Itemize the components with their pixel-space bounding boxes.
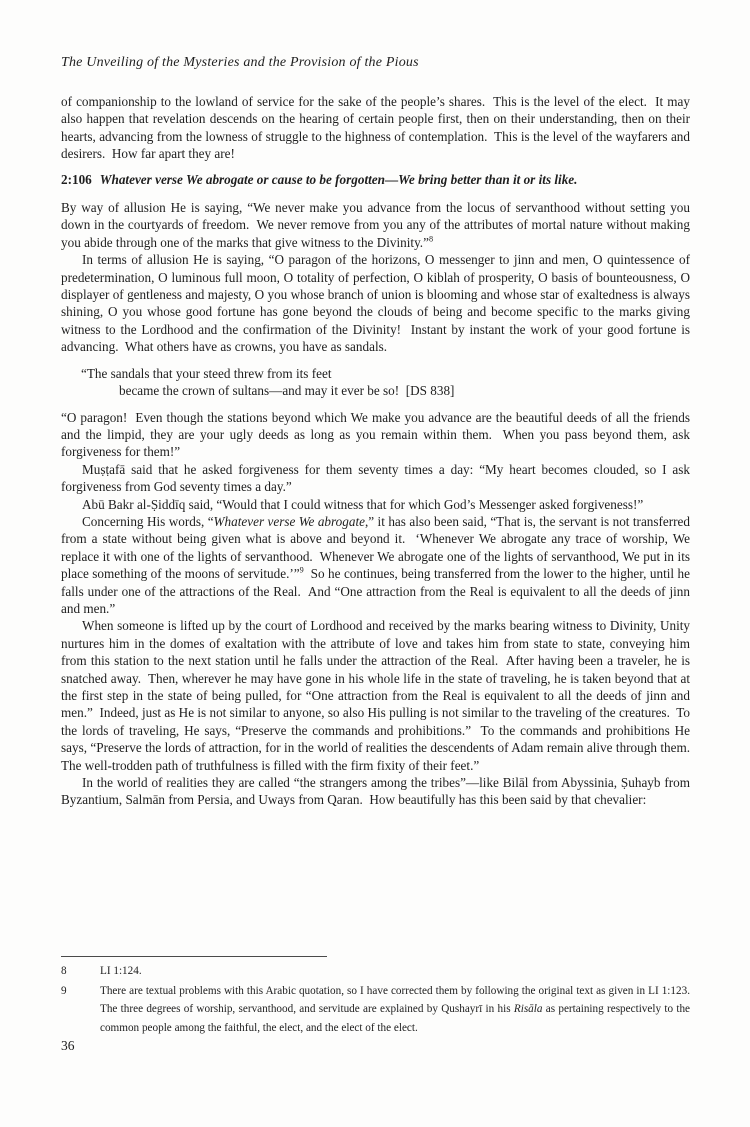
verse-text: Whatever verse We abrogate or cause to be forgotten—We bring better than it or its like. [99, 171, 578, 187]
running-head: The Unveiling of the Mysteries and the Provision of the Pious [61, 55, 419, 70]
body-paragraph: “O paragon! Even though the stations beyond which We make you advance are the beautiful deeds of all the friends and the limpid, they are your ugly deeds as long as you remain within them. When you pass beyond them, ask forgiveness for them!” [61, 409, 694, 460]
poem-line: became the crown of sultans—and may it ever be so! [DS 838] [119, 383, 455, 399]
body-paragraph: In the world of realities they are called “the strangers among the tribes”—like Bilāl from Abyssinia, Ṣuhayb from Byzantium, Salmān from Persia, and Uways from Qaran. How beautifully has this been said by that chevalier: [61, 775, 694, 808]
body-paragraph: Muṣṭafā said that he asked forgiveness for them seventy times a day: “My heart becomes clouded, so I ask forgiveness from God seventy times a day.” [61, 461, 694, 495]
body-paragraph: When someone is lifted up by the court of Lordhood and received by the marks bearing witness to Divinity, Unity nurtures him in the domes of exaltation with the attribute of love and takes him from state to state, conveying him from this station to the next station until he falls under the attraction of the Real. After having been a traveler, he is snatched away. Then, wherever he may have gone in his whole life in the state of traveling, he is taken beyond that at the first step in the state of being pulled, for “One attraction from the Real is equivalent to all the deeds of jinn and men.” Indeed, just as He is not similar to anyone, so also His pulling is not similar to the traveling of the creatures. To the lords of traveling, He says, “Preserve the commands and prohibitions.” To the commands and prohibitions He says, “Preserve the lords of attraction, for in the world of realities the descendents of Adam remain alive through them. The well-trodden path of truthfulness is filled with the firm fixity of their feet.” [61, 618, 697, 773]
body-paragraph: Abū Bakr al-Ṣiddīq said, “Would that I could witness that for which God’s Messenger asked forgiveness!” [82, 496, 644, 512]
page-number: 36 [61, 1038, 75, 1053]
footnote [61, 962, 690, 980]
body-paragraph: of companionship to the lowland of service for the sake of the people’s shares. This is the level of the elect. It may also happen that revelation descends on the hearing of certain people first, then on their understanding, then on their hearts, advancing from the lowness of struggle to the highness of contemplation. This is the level of the wayfarers and desirers. How far apart they are! [61, 94, 694, 162]
verse-heading [61, 171, 690, 188]
verse-reference: 2:106 [61, 171, 92, 187]
body-paragraph: In terms of allusion He is saying, “O paragon of the horizons, O messenger to jinn and men, O quintessence of predetermination, O luminous full moon, O totality of perfection, O kiblah of prosperity, O basis of bounteousness, O displayer of gentleness and majesty, O you whose branch of union is blooming and whose star of exaltedness is always shining, O you whose good fortune has gone beyond the clouds of being and become specific to the marks giving witness to the Lordhood and the confirmation of the Divinity! Instant by instant the work of your good fortune is advancing. What others have as crowns, you have as sandals. [61, 252, 694, 355]
footnote-number: 9 [61, 985, 67, 998]
poetry-quote [81, 365, 690, 400]
footnote-text: LI 1:124. [100, 965, 142, 977]
footnote [61, 982, 696, 1037]
poem-line: “The sandals that your steed threw from its feet [81, 365, 332, 381]
body-paragraph: Concerning His words, “Whatever verse We abrogate,” it has also been said, “That is, the servant is not transferred from a state without being given what is above and beyond it. ‘Whenever We abrogate any trace of worship, We replace it with one of the lights of servanthood. Whenever We abrogate one of the lights of servanthood, We put in its place something of the moons of servitude.’”$^9$ So he continues, being transferred from the lower to the higher, until he falls under one of the attractions of the Real. And “One attraction from the Real is equivalent to all the deeds of jinn and men.” [61, 513, 694, 616]
body-paragraph: By way of allusion He is saying, “We never make you advance from the locus of servanthood without setting you down in the courtyards of freedom. We never remove from you any of the attributes of mortal nature without making you abide through one of the marks that give witness to the Divinity.”$^8$ [61, 200, 694, 250]
footnote-number: 8 [61, 965, 67, 977]
footnote-text: There are textual problems with this Arabic quotation, so I have corrected them by following the original text as given in LI 1:123. The three degrees of worship, servanthood, and servitude are explained by Qushayrī in his Risāla as pertaining respectively to the common people among the faithful, the elect, and the elect of the elect. [100, 985, 696, 1034]
footnotes-section [61, 956, 696, 1039]
footnote-separator [61, 956, 327, 957]
page-body [61, 93, 697, 809]
